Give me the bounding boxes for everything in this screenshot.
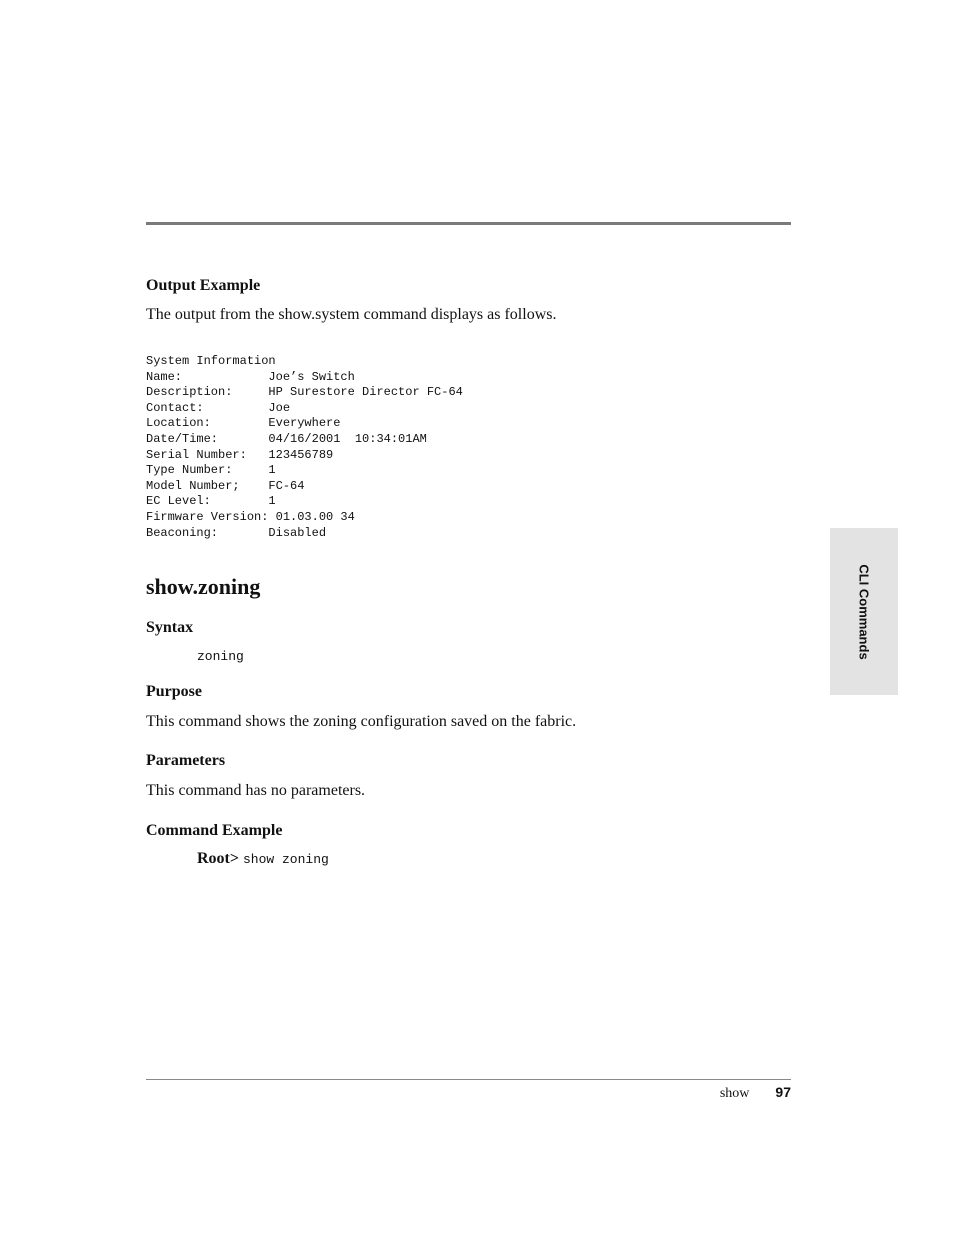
output-example-heading: Output Example — [146, 277, 261, 294]
chapter-side-tab-label: CLI Commands — [856, 564, 872, 660]
command-example-heading: Command Example — [146, 822, 283, 840]
section-title: show.zoning — [146, 574, 261, 600]
purpose-text: This command shows the zoning configuration saved on the fabric. — [146, 713, 577, 731]
parameters-heading: Parameters — [146, 752, 226, 770]
footer-page-number: 97 — [775, 1084, 791, 1100]
header-rule — [146, 222, 791, 225]
chapter-side-tab — [830, 528, 898, 695]
purpose-heading: Purpose — [146, 683, 202, 701]
footer-rule — [146, 1079, 791, 1080]
syntax-heading: Syntax — [146, 619, 194, 637]
page-footer — [720, 1084, 791, 1102]
command-prompt: Root> — [197, 850, 239, 868]
page-content — [146, 276, 806, 870]
parameters-text: This command has no parameters. — [146, 782, 366, 800]
command-text: show zoning — [243, 852, 329, 868]
footer-section-name: show — [719, 1086, 750, 1101]
command-example-line — [146, 849, 806, 870]
system-info-output: System Information Name: Joe’s Switch Description: HP Surestore Director FC-64 Contact: Joe Location: Everywhere Date/Time: 04/16/2001 10:34:01AM Serial Number: 123456789 Type Number: 1 Model Number; FC-64 EC Level: 1 Firmware Version: 01.03.00 34 Beaconing: Disabled — [146, 354, 463, 540]
output-example-intro: The output from the show.system command displays as follows. — [146, 306, 557, 323]
syntax-code: zoning — [197, 649, 244, 665]
